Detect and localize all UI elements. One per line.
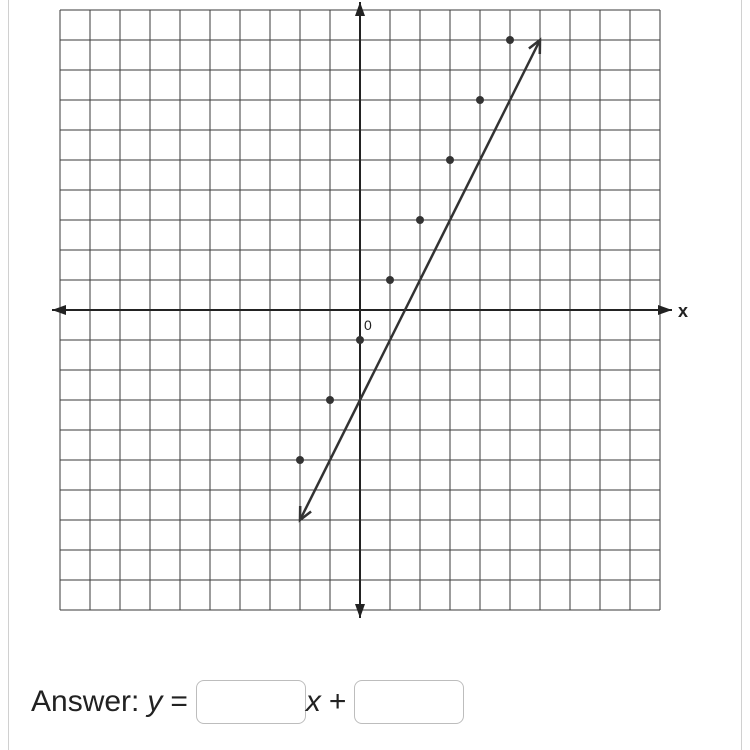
data-point [386,276,394,284]
intercept-input[interactable] [354,680,464,724]
answer-row [31,678,464,726]
data-point [506,36,514,44]
y-variable: y [147,685,163,718]
slope-input[interactable] [196,680,306,724]
answer-label: Answer: [31,685,140,718]
x-axis-right-arrow [658,305,672,315]
data-point [416,216,424,224]
series-line [296,36,540,520]
data-point [446,156,454,164]
y-axis-top-arrow [355,2,365,16]
x-axis-label: x [678,301,689,321]
data-point [476,96,484,104]
plus-sign: + [328,685,347,718]
origin-label: 0 [364,317,372,333]
y-axis-bottom-arrow [355,604,365,618]
equals-sign: = [170,685,188,718]
x-variable: x [305,685,321,718]
axis-labels [364,301,688,333]
data-point [296,456,304,464]
axes [52,2,672,618]
data-point [326,396,334,404]
data-point [356,336,364,344]
x-axis-left-arrow [52,305,66,315]
